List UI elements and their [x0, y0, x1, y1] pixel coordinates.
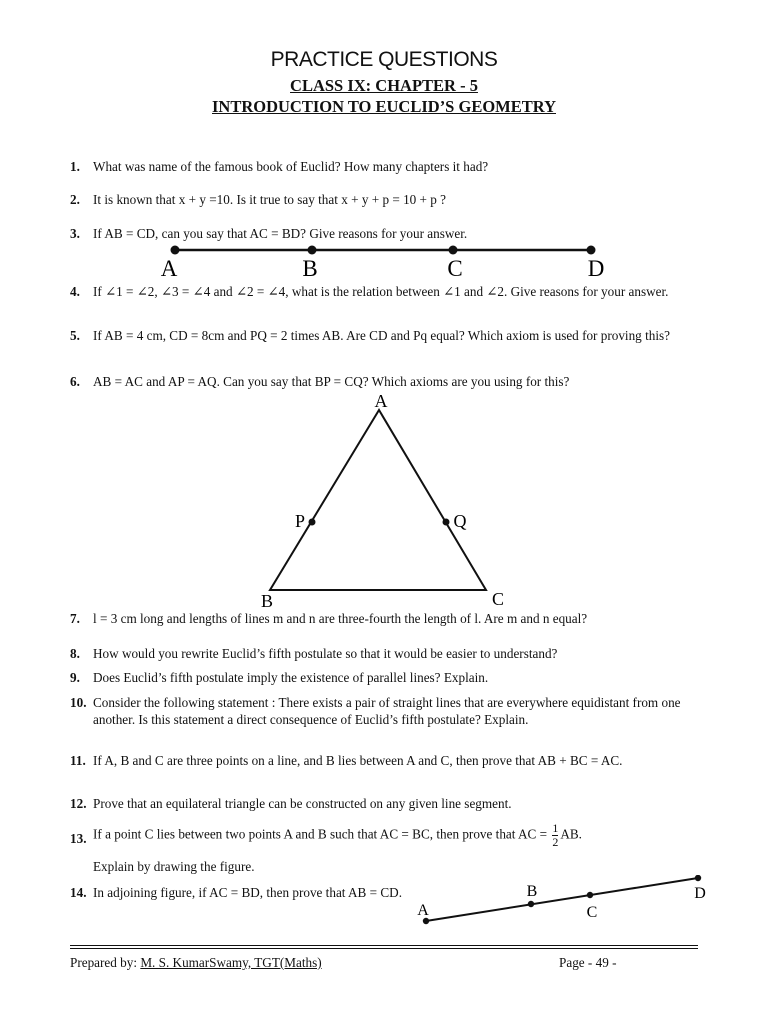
- label-d: D: [694, 885, 706, 902]
- question-13-line2: [70, 858, 698, 875]
- question-number: 12.: [70, 796, 87, 811]
- page-footer: [70, 955, 698, 971]
- footer-rule-bottom: [70, 948, 698, 949]
- fraction-one-half: [552, 822, 558, 849]
- question-number: 8.: [70, 646, 80, 661]
- label-b: B: [526, 883, 538, 900]
- question-text: Explain by drawing the figure.: [93, 859, 255, 874]
- prepared-label: Prepared by:: [70, 955, 138, 970]
- point-q: [443, 519, 450, 526]
- page-title: PRACTICE QUESTIONS: [270, 48, 498, 71]
- question-text: It is known that x + y =10. Is it true to say that x + y + p = 10 + p ?: [93, 192, 447, 207]
- question-1: [70, 158, 698, 175]
- question-number: 14.: [70, 885, 87, 900]
- question-number: 2.: [70, 192, 80, 207]
- question-number: 10.: [70, 695, 87, 710]
- point-c: [587, 892, 593, 898]
- point-p: [309, 519, 316, 526]
- question-2: [70, 191, 698, 208]
- label-apex-a: A: [374, 391, 388, 411]
- question-text: In adjoining figure, if AC = BD, then prove that AB = CD.: [93, 885, 402, 900]
- label-b: B: [302, 256, 318, 281]
- point-d: [587, 246, 596, 255]
- question-11: [70, 752, 698, 769]
- triangle-figure: [250, 388, 520, 613]
- fraction-denominator: 2: [552, 835, 559, 849]
- point-d: [695, 875, 701, 881]
- point-b: [528, 901, 534, 907]
- question-text: Consider the following statement : There exists a pair of straight lines that are everywhere equidistant from one another. Is this statement a direct consequence of Euclid’s fifth postulate? Explain.: [93, 695, 681, 727]
- question-7: [70, 610, 698, 627]
- question-4: [70, 283, 698, 300]
- question-text: If ∠1 = ∠2, ∠3 = ∠4 and ∠2 = ∠4, what is the relation between ∠1 and ∠2. Give reasons for your answer.: [93, 284, 669, 299]
- question-number: 1.: [70, 159, 80, 174]
- question-text: If AB = 4 cm, CD = 8cm and PQ = 2 times AB. Are CD and Pq equal? Which axiom is used for proving this?: [93, 328, 670, 343]
- footer-rule-top: [70, 945, 698, 946]
- question-number: 3.: [70, 226, 80, 241]
- label-d: D: [587, 256, 605, 281]
- question-number: 11.: [70, 753, 86, 768]
- author-name: M. S. KumarSwamy, TGT(Maths): [140, 955, 322, 970]
- label-base-b: B: [260, 591, 274, 611]
- question-number: 7.: [70, 611, 80, 626]
- question-text: [93, 822, 698, 849]
- question-text: If AB = CD, can you say that AC = BD? Give reasons for your answer.: [93, 226, 468, 241]
- question-9: [70, 669, 698, 686]
- label-q: Q: [453, 511, 467, 531]
- page-number: Page - 49 -: [559, 955, 617, 970]
- point-c: [449, 246, 458, 255]
- point-a: [171, 246, 180, 255]
- label-a: A: [160, 256, 178, 281]
- slanted-line-figure: [410, 875, 715, 930]
- question-text-after: AB.: [560, 826, 582, 842]
- point-b: [308, 246, 317, 255]
- question-12: [70, 795, 698, 812]
- question-text: Does Euclid’s fifth postulate imply the existence of parallel lines? Explain.: [93, 670, 489, 685]
- question-number: 6.: [70, 374, 80, 389]
- question-text: How would you rewrite Euclid’s fifth postulate so that it would be easier to understand?: [93, 646, 558, 661]
- question-10: [70, 694, 698, 728]
- question-text: If A, B and C are three points on a line, and B lies between A and C, then prove that AB + BC = AC.: [93, 753, 623, 768]
- fraction-numerator: 1: [552, 821, 559, 835]
- chapter-heading: INTRODUCTION TO EUCLID’S GEOMETRY: [212, 97, 556, 116]
- question-text: l = 3 cm long and lengths of lines m and n are three-fourth the length of l. Are m and n equal?: [93, 611, 588, 626]
- question-text: What was name of the famous book of Euclid? How many chapters it had?: [93, 159, 489, 174]
- question-text: Prove that an equilateral triangle can be constructed on any given line segment.: [93, 796, 512, 811]
- question-text-before: If a point C lies between two points A and B such that AC = BC, then prove that AC =: [93, 826, 548, 842]
- question-8: [70, 645, 698, 662]
- question-number: 13.: [70, 831, 87, 846]
- question-number: 9.: [70, 670, 80, 685]
- class-heading: CLASS IX: CHAPTER - 5: [290, 76, 478, 95]
- label-p: P: [294, 511, 306, 531]
- label-base-c: C: [491, 589, 505, 609]
- question-5: [70, 327, 698, 344]
- label-c: C: [447, 256, 463, 281]
- label-c: C: [586, 904, 598, 921]
- label-a: A: [417, 902, 429, 919]
- question-13: [70, 822, 698, 849]
- line-segment-figure: [150, 240, 620, 285]
- question-number: 4.: [70, 284, 80, 299]
- question-number: 5.: [70, 328, 80, 343]
- question-text: AB = AC and AP = AQ. Can you say that BP = CQ? Which axioms are you using for this?: [93, 374, 570, 389]
